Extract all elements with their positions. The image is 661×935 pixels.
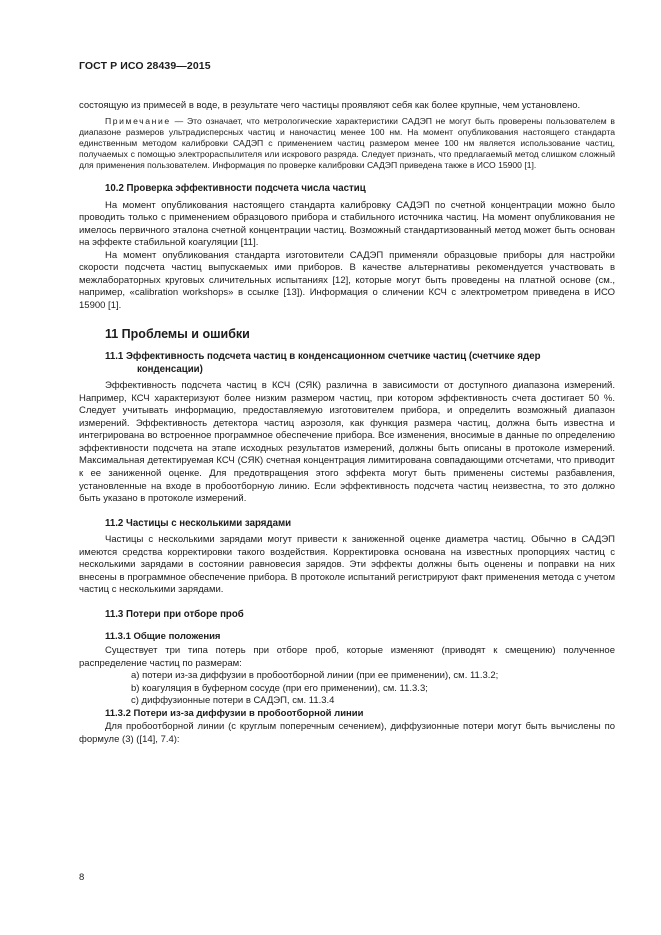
list-item-c: c) диффузионные потери в САДЭП, см. 11.3.4 [131,695,335,707]
document-body [79,100,615,746]
heading-11: 11 Проблемы и ошибки [105,327,250,342]
heading-11-3-1: 11.3.1 Общие положения [105,631,221,643]
note-paragraph [79,116,615,171]
heading-11-1-line2: конденсации) [137,363,203,375]
note-text: — Это означает, что метрологические характеристики САДЭП не могут быть проверены пользователем в диапазоне размеров ультрадисперсных частиц и наночастиц менее 100 нм. На момент опубликования настоящего стандарта единственным методом калибровки САДЭП с применением частиц размером менее 100 нм является использование частиц, получаемых с помощью электрораспылителя или искрового разряда. Следует признать, что предлагаемый метод слишком сложный для применения пользователем. Информация по проверке калибровки САДЭП приведена также в ИСО 15900 [1]. [79,115,615,170]
heading-11-2: 11.2 Частицы с несколькими зарядами [105,517,292,529]
heading-10-2: 10.2 Проверка эффективности подсчета числа частиц [105,183,366,195]
paragraph-intro: состоящую из примесей в воде, в результате чего частицы проявляют себя как более крупные, чем установлено. [79,100,581,111]
paragraph-11-2-1: Частицы с несколькими зарядами могут привести к заниженной оценке диаметра частиц. Обычно в САДЭП имеются средства корректировки такого воздействия. Корректировка основана на известных пропорциях частиц с несколькими зарядами в состоянии равновесия зарядов. Эти эффекты должны быть оценены и поправки на них внесены в программное обеспечение прибора. В протоколе испытаний регистрируют факт применения метода с учетом частиц с несколькими зарядами. [79,534,615,596]
heading-11-3: 11.3 Потери при отборе проб [105,608,244,620]
paragraph-11-3-1: Существует три типа потерь при отборе проб, которые изменяют (приводят к смещению) полученное распределение частиц по размерам: [79,644,615,669]
document-header: ГОСТ Р ИСО 28439—2015 [79,60,211,72]
list-item-b: b) коагуляция в буферном сосуде (при его применении), см. 11.3.3; [131,682,428,694]
heading-11-1-line1: 11.1 Эффективность подсчета частиц в конденсационном счетчике частиц (счетчике ядер [105,351,541,363]
paragraph-10-2-2: На момент опубликования стандарта изготовители САДЭП применяли образцовые приборы для настройки скорости подсчета частиц выпускаемых ими приборов. В качестве альтернативы рекомендуется участвовать в межлабораторных круговых сличительных испытаниях [12], которые могут быть проведены на платной основе (см., например, «calibration workshops» в ссылке [13]). Информация о сличении КСЧ с электрометром приведена в ИСО 15900 [1]. [79,249,615,311]
heading-11-3-2: 11.3.2 Потери из-за диффузии в пробоотборной линии [105,707,364,719]
paragraph-11-3-2: Для пробоотборной линии (с круглым поперечным сечением), диффузионные потери могут быть вычислены по формуле (3) ([14], 7.4): [79,721,615,745]
note-label: Примечание [105,115,171,126]
paragraph-10-2-1: На момент опубликования настоящего стандарта калибровку САДЭП по счетной концентрации можно было проводить только с применением образцового прибора и стабильного источника частиц. На момент опубликования не имелось первичного эталона счетной концентрации частиц. Возможный стандартизованный метод может быть основан на эффекте стабильной коагуляции [11]. [79,199,615,249]
page-number: 8 [79,872,85,883]
paragraph-11-1-1: Эффективность подсчета частиц в КСЧ (СЯК) различна в зависимости от доступного диапазона измерений. Например, КСЧ характеризуют более низким размером частиц, при котором эффективность счета достигает 50 %. Следует учитывать информацию, предоставляемую изготовителем прибора, и определить возможный диапазон измерений. Эффективность детектора частиц аэрозоля, как функция размера частиц, должна быть известна и интегрирована во встроенное программное обеспечение прибора. Все изменения, вносимые в данные по определению эффективности подсчета на этапе исходных результатов измерений, должны быть описаны в протоколе измерений. Максимальная детектируемая КСЧ (СЯК) счетная концентрация лимитирована совпадающими отсчетами, что приводит к ее заниженной оценке. Для предотвращения этого эффекта могут быть применены системы разбавления, установленные на входе в пробоотборную линию. Если эффективность подсчета частиц неизвестна, то это должно быть указано в протоколе измерений. [79,380,615,505]
heading-11-1 [79,351,615,376]
list-item-a: a) потери из-за диффузии в пробоотборной линии (при ее применении), см. 11.3.2; [131,670,499,682]
